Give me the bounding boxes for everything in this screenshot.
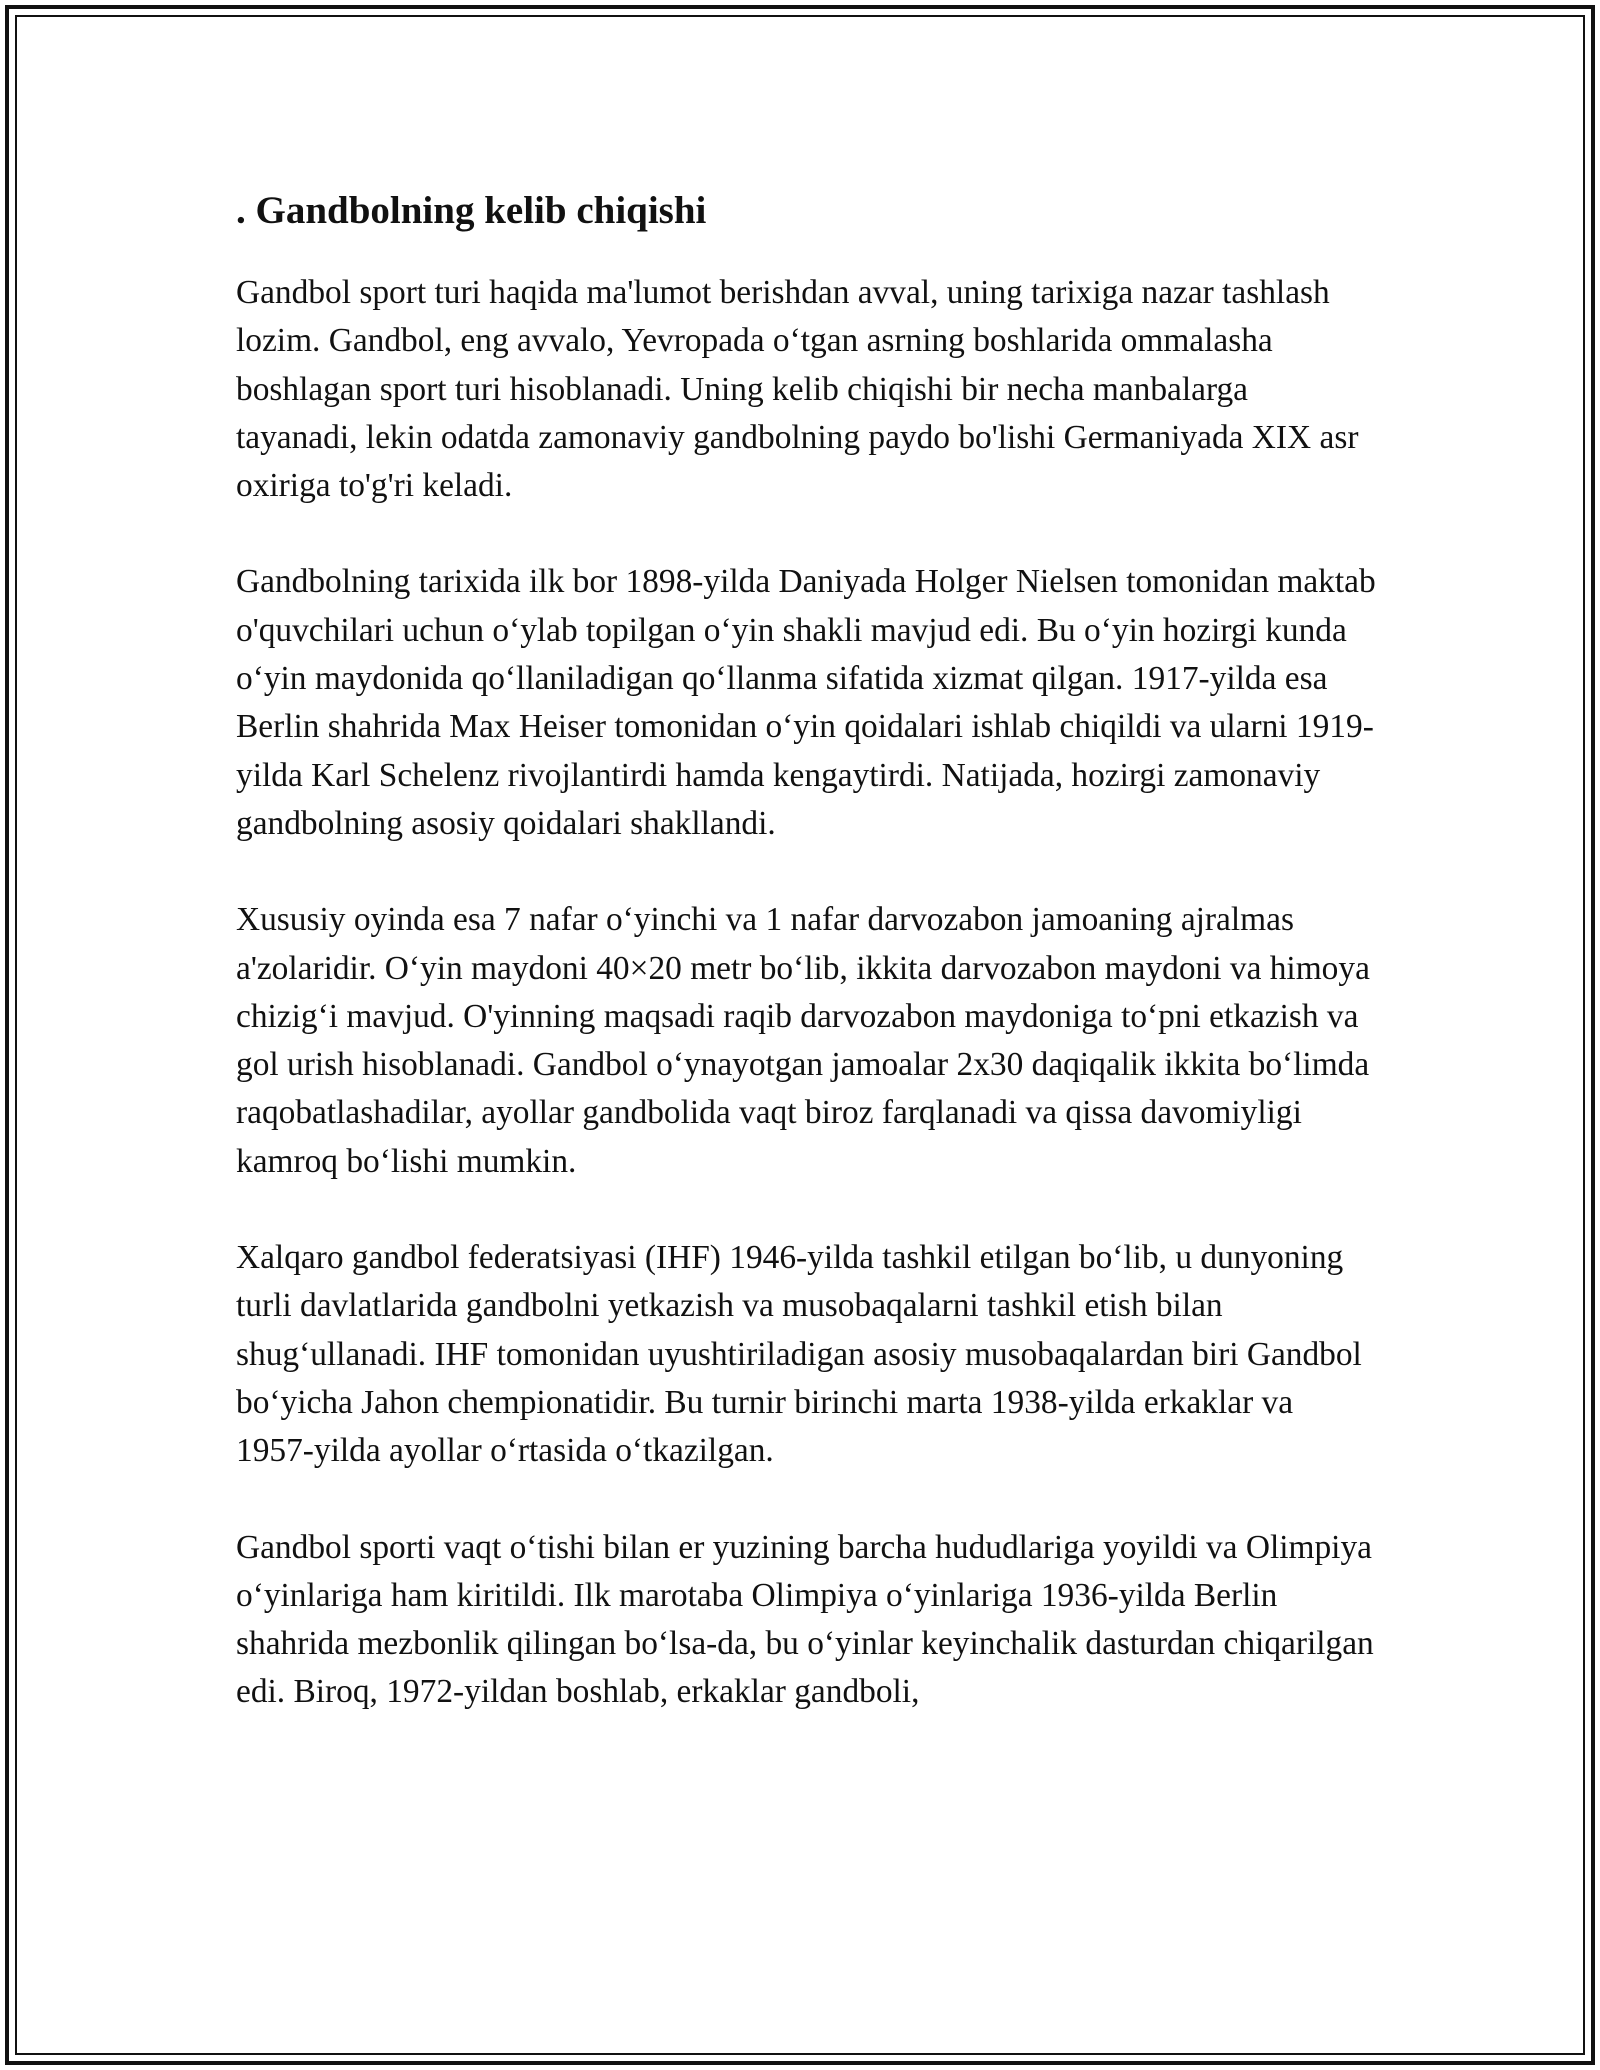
- document-title: . Gandbolning kelib chiqishi: [236, 189, 707, 232]
- paragraph-history: Gandbolning tarixida ilk bor 1898-yilda Daniyada Holger Nielsen tomonidan maktab o'quvchilari uchun o‘ylab topilgan o‘yin shakli mavjud edi. Bu o‘yin hozirgi kunda o‘yin maydonida qo‘llaniladigan qo‘llanma sifatida xizmat qilgan. 1917-yilda esa Berlin shahrida Max Heiser tomonidan o‘yin qoidalari ishlab chiqildi va ularni 1919-yilda Karl Schelenz rivojlantirdi hamda kengaytirdi. Natijada, hozirgi zamonaviy gandbolning asosiy qoidalari shakllandi.: [236, 563, 1376, 842]
- paragraph-rules: Xususiy oyinda esa 7 nafar o‘yinchi va 1 nafar darvozabon jamoaning ajralmas a'zolaridir. O‘yin maydoni 40×20 metr bo‘lib, ikkita darvozabon maydoni va himoya chizig‘i mavjud. O'yinning maqsadi raqib darvozabon maydoniga to‘pni etkazish va gol urish hisoblanadi. Gandbol o‘ynayotgan jamoalar 2x30 daqiqalik ikkita bo‘limda raqobatlashadilar, ayollar gandbolida vaqt biroz farqlanadi va qissa davomiyligi kamroq bo‘lishi mumkin.: [236, 901, 1370, 1180]
- paragraph-olympics: Gandbol sporti vaqt o‘tishi bilan er yuzining barcha hududlariga yoyildi va Olimpiya o‘yinlariga ham kiritildi. Ilk marotaba Olimpiya o‘yinlariga 1936-yilda Berlin shahrida mezbonlik qilingan bo‘lsa-da, bu o‘yinlar keyinchalik dasturdan chiqarilgan edi. Biroq, 1972-yildan boshlab, erkaklar gandboli,: [236, 1528, 1374, 1711]
- paragraph-ihf: Xalqaro gandbol federatsiyasi (IHF) 1946-yilda tashkil etilgan bo‘lib, u dunyoning turli davlatlarida gandbolni yetkazish va musobaqalarni tashkil etish bilan shug‘ullanadi. IHF tomonidan uyushtiriladigan asosiy musobaqalardan biri Gandbol bo‘yicha Jahon chempionatidir. Bu turnir birinchi marta 1938-yilda erkaklar va 1957-yilda ayollar o‘rtasida o‘tkazilgan.: [236, 1239, 1362, 1470]
- document-body: [236, 186, 1376, 1765]
- paragraph-origin: Gandbol sport turi haqida ma'lumot berishdan avval, uning tarixiga nazar tashlash lozim. Gandbol, eng avvalo, Yevropada o‘tgan asrning boshlarida ommalasha boshlagan sport turi hisoblanadi. Uning kelib chiqishi bir necha manbalarga tayanadi, lekin odatda zamonaviy gandbolning paydo bo'lishi Germaniyada XIX asr oxiriga to'g'ri keladi.: [236, 274, 1359, 505]
